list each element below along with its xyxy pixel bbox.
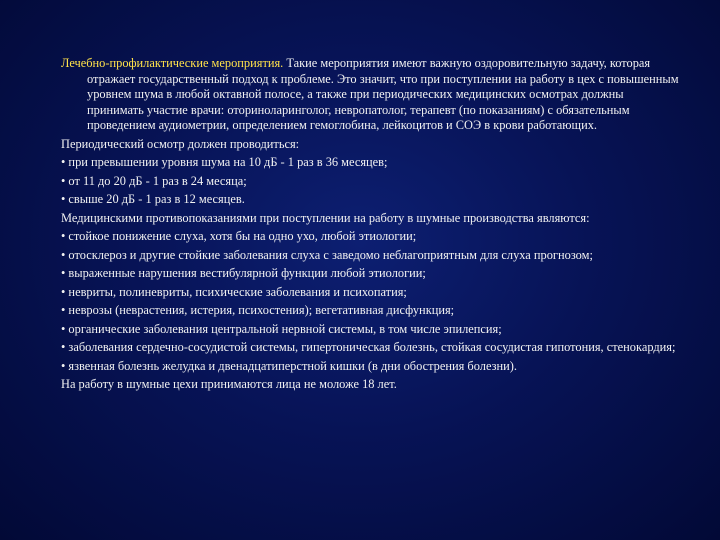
slide-text-body bbox=[61, 56, 681, 396]
list-item: • органические заболевания центральной нервной системы, в том числе эпилепсия; bbox=[61, 321, 502, 336]
list-item: • заболевания сердечно-сосудистой системы, гипертоническая болезнь, стойкая сосудистая гипотония, стенокардия; bbox=[61, 340, 676, 354]
paragraph-periodic-exam: Периодический осмотр должен проводиться: bbox=[61, 136, 300, 151]
list-item: • при превышении уровня шума на 10 дБ - 1 раз в 36 месяцев; bbox=[61, 155, 388, 169]
list-item: • стойкое понижение слуха, хотя бы на одно ухо, любой этиологии; bbox=[61, 229, 417, 243]
list-item: • отосклероз и другие стойкие заболевания слуха с заведомо неблагоприятным для слуха прогнозом; bbox=[61, 247, 593, 262]
list-item: • язвенная болезнь желудка и двенадцатиперстной кишки (в дни обострения болезни). bbox=[61, 358, 517, 373]
intro-paragraph bbox=[61, 56, 681, 134]
list-item: • свыше 20 дБ - 1 раз в 12 месяцев. bbox=[61, 192, 245, 206]
list-item: • неврозы (неврастения, истерия, психостения); вегетативная дисфункция; bbox=[61, 303, 455, 317]
list-item: • невриты, полиневриты, психические заболевания и психопатия; bbox=[61, 284, 407, 299]
intro-text: Такие мероприятия имеют важную оздоровительную задачу, которая отражает государственный подход к проблеме. Это значит, что при поступлении на работу в цех с повышенным уровнем шума в любой октавной полосе, а также при периодических медицинских осмотрах должны принимать участие врачи: оториноларинголог, невропатолог, терапевт (по показаниям) с обязательным проведением аудиометрии, определением гемоглобина, лейкоцитов и СОЭ в крови работающих. bbox=[87, 56, 679, 132]
paragraph-age-requirement: На работу в шумные цехи принимаются лица не моложе 18 лет. bbox=[61, 377, 397, 391]
section-heading: Лечебно-профилактические мероприятия. bbox=[61, 56, 284, 70]
list-item: • от 11 до 20 дБ - 1 раз в 24 месяца; bbox=[61, 173, 247, 188]
list-item: • выраженные нарушения вестибулярной функции любой этиологии; bbox=[61, 266, 426, 280]
paragraph-contraindications: Медицинскими противопоказаниями при поступлении на работу в шумные производства являются: bbox=[61, 210, 590, 225]
